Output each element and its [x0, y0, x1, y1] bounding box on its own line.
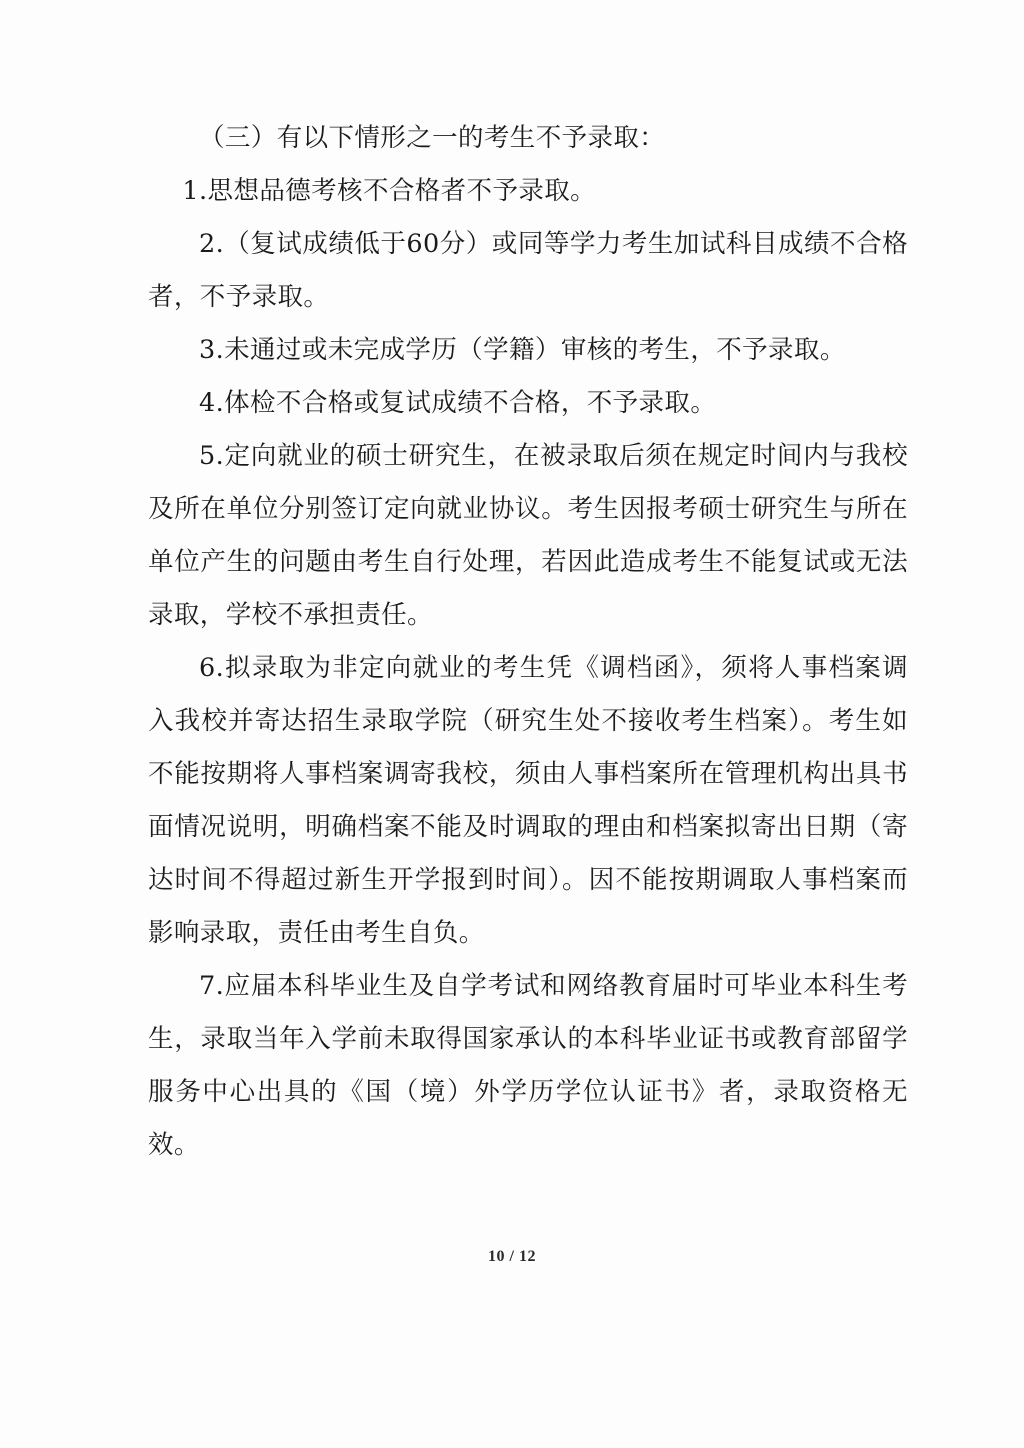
- paragraph-item-6: 6.拟录取为非定向就业的考生凭《调档函》，须将人事档案调入我校并寄达招生录取学院（研究生处不接收考生档案）。考生如不能按期将人事档案调寄我校，须由人事档案所在管理机构出具书面情况说明，明确档案不能及时调取的理由和档案拟寄出日期（寄达时间不得超过新生开学报到时间）。因不能按期调取人事档案而影响录取，责任由考生自负。: [148, 653, 908, 948]
- page-number-footer: 10 / 12: [488, 1248, 536, 1265]
- paragraph-item-5: 5.定向就业的硕士研究生，在被录取后须在规定时间内与我校及所在单位分别签订定向就业协议。考生因报考硕士研究生与所在单位产生的问题由考生自行处理，若因此造成考生不能复试或无法录取，学校不承担责任。: [148, 441, 908, 630]
- paragraph-item-2: 2.（复试成绩低于60分）或同等学力考生加试科目成绩不合格者，不予录取。: [148, 229, 908, 312]
- paragraph-item-4: 4.体检不合格或复试成绩不合格，不予录取。: [199, 388, 717, 418]
- paragraph-heading-clause-3: （三）有以下情形之一的考生不予录取：: [199, 123, 666, 153]
- paragraph-item-7: 7.应届本科毕业生及自学考试和网络教育届时可毕业本科生考生，录取当年入学前未取得国家承认的本科毕业证书或教育部留学服务中心出具的《国（境）外学历学位认证书》者，录取资格无效。: [148, 971, 908, 1160]
- paragraph-item-1: 1.思想品德考核不合格者不予录取。: [182, 176, 597, 206]
- paragraph-item-3: 3.未通过或未完成学历（学籍）审核的考生，不予录取。: [199, 335, 846, 365]
- document-body: [148, 112, 908, 1172]
